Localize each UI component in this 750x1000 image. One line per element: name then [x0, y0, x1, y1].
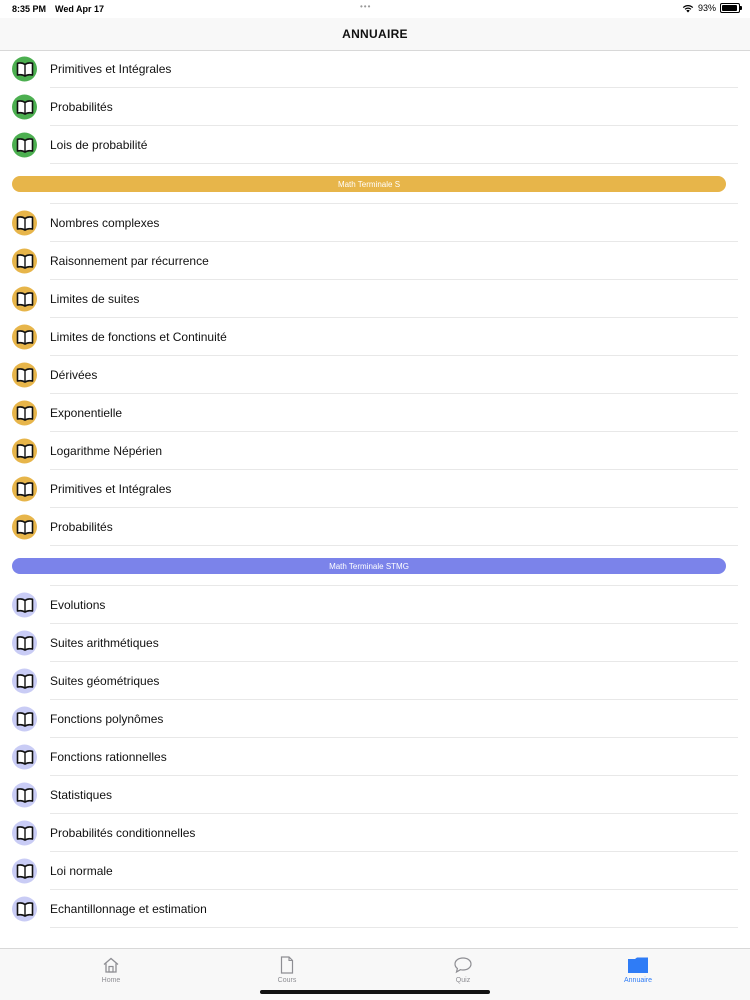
section-header [0, 164, 750, 204]
list-item[interactable] [0, 890, 750, 928]
list-item[interactable] [0, 204, 750, 242]
tab-label: Home [101, 977, 121, 984]
list-item[interactable] [0, 814, 750, 852]
book-icon [12, 249, 37, 274]
page-title: ANNUAIRE [342, 27, 408, 41]
list-item-label: Logarithme Népérien [50, 444, 163, 458]
list-item-label: Raisonnement par récurrence [50, 254, 209, 268]
list-item-label: Primitives et Intégrales [50, 62, 172, 76]
book-icon [12, 363, 37, 388]
divider [50, 927, 738, 928]
list-item[interactable] [0, 394, 750, 432]
book-icon [12, 287, 37, 312]
list-item-label: Suites géométriques [50, 674, 160, 688]
book-icon [12, 401, 37, 426]
home-indicator[interactable] [260, 990, 490, 994]
list-item-label: Dérivées [50, 368, 98, 382]
folder-icon [598, 955, 678, 975]
tab-cours[interactable] [247, 955, 327, 984]
list-item[interactable] [0, 242, 750, 280]
list-item-label: Nombres complexes [50, 216, 160, 230]
book-icon [12, 593, 37, 618]
battery-icon [720, 3, 740, 13]
list-item-label: Fonctions rationnelles [50, 750, 167, 764]
list-item[interactable] [0, 356, 750, 394]
battery-percent: 93% [697, 3, 716, 13]
list-item-label: Probabilités [50, 100, 113, 114]
book-icon [12, 745, 37, 770]
list-item-label: Echantillonnage et estimation [50, 902, 207, 916]
list-item[interactable] [0, 470, 750, 508]
tab-label: Cours [277, 977, 297, 984]
navigation-bar [0, 18, 750, 51]
list-item[interactable] [0, 50, 750, 88]
multitasking-dots-icon: ••• [360, 2, 372, 11]
tab-label: Quiz [455, 977, 471, 984]
list-item[interactable] [0, 776, 750, 814]
list-item[interactable] [0, 738, 750, 776]
list-item[interactable] [0, 586, 750, 624]
chat-bubble-icon [423, 955, 503, 975]
book-icon [12, 821, 37, 846]
list-item[interactable] [0, 88, 750, 126]
status-bar [0, 0, 750, 18]
book-icon [12, 477, 37, 502]
status-date: Wed Apr 17 [55, 4, 105, 14]
document-icon [247, 955, 327, 975]
list-item[interactable] [0, 126, 750, 164]
book-icon [12, 95, 37, 120]
list-item-label: Fonctions polynômes [50, 712, 164, 726]
home-icon [71, 955, 151, 975]
battery-fill [722, 5, 737, 11]
book-icon [12, 133, 37, 158]
list-item-label: Limites de fonctions et Continuité [50, 330, 227, 344]
book-icon [12, 515, 37, 540]
book-icon [12, 897, 37, 922]
list-item[interactable] [0, 318, 750, 356]
tab-quiz[interactable] [423, 955, 503, 984]
list-item[interactable] [0, 852, 750, 890]
book-icon [12, 669, 37, 694]
status-time: 8:35 PM [12, 4, 47, 14]
book-icon [12, 707, 37, 732]
list-item-label: Loi normale [50, 864, 113, 878]
book-icon [12, 325, 37, 350]
list-item-label: Lois de probabilité [50, 138, 148, 152]
list-item-label: Primitives et Intégrales [50, 482, 172, 496]
list-item[interactable] [0, 432, 750, 470]
list-item-label: Exponentielle [50, 406, 123, 420]
list-item-label: Probabilités [50, 520, 113, 534]
course-list[interactable] [0, 50, 750, 948]
list-item[interactable] [0, 662, 750, 700]
book-icon [12, 783, 37, 808]
status-right [682, 3, 740, 13]
book-icon [12, 631, 37, 656]
list-item-label: Statistiques [50, 788, 113, 802]
section-header [0, 546, 750, 586]
section-title: Math Terminale STMG [12, 558, 726, 574]
section-title: Math Terminale S [12, 176, 726, 192]
book-icon [12, 859, 37, 884]
list-item-label: Limites de suites [50, 292, 140, 306]
wifi-icon [682, 4, 694, 13]
list-item[interactable] [0, 508, 750, 546]
book-icon [12, 439, 37, 464]
list-item-label: Suites arithmétiques [50, 636, 159, 650]
book-icon [12, 57, 37, 82]
list-item[interactable] [0, 700, 750, 738]
tab-home[interactable] [71, 955, 151, 984]
list-item[interactable] [0, 280, 750, 318]
list-item-label: Probabilités conditionnelles [50, 826, 196, 840]
list-item[interactable] [0, 624, 750, 662]
tab-label: Annuaire [623, 977, 653, 984]
list-item-label: Evolutions [50, 598, 106, 612]
tab-annuaire[interactable] [598, 955, 678, 984]
book-icon [12, 211, 37, 236]
